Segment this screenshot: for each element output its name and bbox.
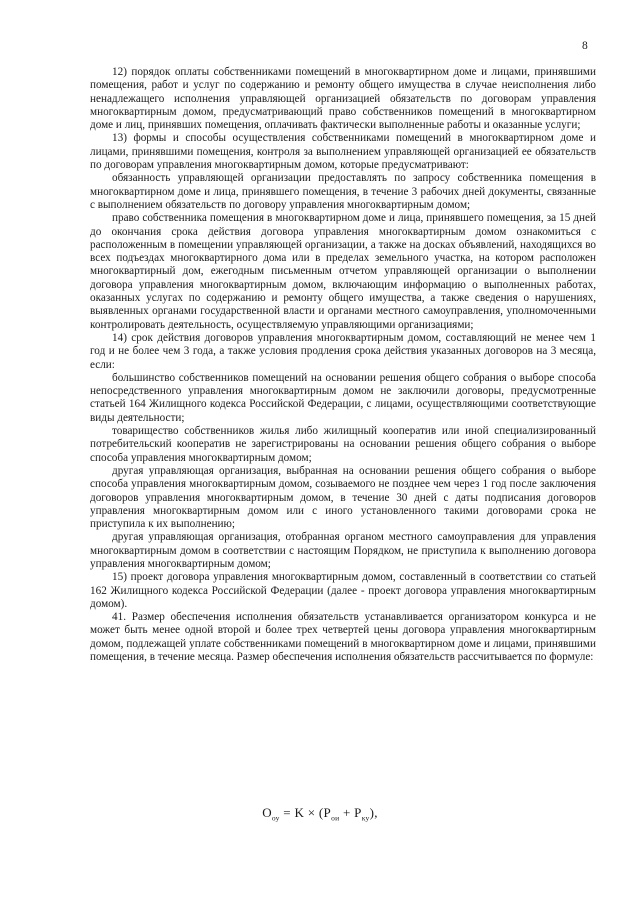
paragraph-majority-owners: большинство собственников помещений на основании решения общего собрания о выборе способа непосредственного управления многоквартирным домом не заключили договоры, предусмотренные статьей 164 Жилищного кодекса Российской Федерации, с лицами, осуществляющими соответствующие виды деятельности;: [90, 371, 596, 424]
formula-plus: + P: [339, 805, 362, 820]
paragraph-other-org-appointed: другая управляющая организация, отобранная органом местного самоуправления для управления многоквартирным домом в соответствии с настоящим Порядком, не приступила к выполнению договора управления многоквартирным домом;: [90, 531, 596, 570]
formula: [0, 805, 640, 823]
formula-lhs: O: [262, 805, 272, 820]
paragraph-clause-41: 41. Размер обеспечения исполнения обязательств устанавливается организатором конкурса и не может быть менее одной второй и более трех четвертей цены договора управления многоквартирным домом, подлежащей уплате собственниками помещений в многоквартирном доме и лицами, принявшими помещения, в течение месяца. Размер обеспечения исполнения обязательств рассчитывается по формуле:: [90, 611, 596, 664]
formula-end: ),: [369, 805, 378, 820]
paragraph-other-org-selected: другая управляющая организация, выбранная на основании решения общего собрания о выборе способа управления многоквартирным домом, созываемого не позднее чем через 1 год после заключения договоров управления многоквартирным домом, в течение 30 дней с даты подписания договоров управления многоквартирным домом или с иного установленного такими договорами срока не приступила к их выполнению;: [90, 464, 596, 531]
formula-lhs-sub: оу: [271, 813, 280, 823]
page-number: 8: [582, 40, 588, 52]
formula-sub-1: ои: [331, 813, 340, 823]
paragraph-obligation-docs: обязанность управляющей организации предоставлять по запросу собственника помещения в многоквартирном доме и лица, принявшего помещения, в течение 3 рабочих дней документы, связанные с выполнением обязательств по договору управления многоквартирным домом;: [90, 172, 596, 211]
paragraph-item-13: 13) формы и способы осуществления собственниками помещений в многоквартирном доме и лицами, принявшими помещения, контроля за выполнением управляющей организацией ее обязательств по договорам управления многоквартирным домом, которые предусматривают:: [90, 132, 596, 172]
paragraph-hoa-coop: товарищество собственников жилья либо жилищный кооператив или иной специализированный потребительский кооператив не зарегистрированы на основании решения общего собрания о выборе способа управления многоквартирным домом;: [90, 425, 596, 464]
formula-sub-2: ку: [361, 813, 370, 823]
document-body: [90, 66, 596, 664]
formula-middle: = K × (P: [279, 805, 332, 820]
paragraph-right-report: право собственника помещения в многоквартирном доме и лица, принявшего помещения, за 15 дней до окончания срока действия договора управления многоквартирным домом ознакомиться с расположенным в помещении управляющей организации, а также на досках объявлений, находящихся во всех подъездах многоквартирного дома или в пределах земельного участка, на котором расположен многоквартирный дом, ежегодным письменным отчетом управляющей организации о выполнении договора управления многоквартирным домом, включающим информацию о выполненных работах, оказанных услугах по содержанию и ремонту общего имущества, а также сведения о нарушениях, выявленных органами государственной власти и органами местного самоуправления, уполномоченными контролировать деятельность, осуществляемую управляющими организациями;: [90, 212, 596, 331]
paragraph-item-12: 12) порядок оплаты собственниками помещений в многоквартирном доме и лицами, принявшими помещения, работ и услуг по содержанию и ремонту общего имущества в случае неисполнения либо ненадлежащего исполнения управляющей организацией обязательств по договорам управления многоквартирным домом, предусматривающий право собственников помещений в многоквартирном доме и лиц, принявших помещения, оплачивать фактически выполненные работы и оказанные услуги;: [90, 66, 596, 132]
paragraph-item-14: 14) срок действия договоров управления многоквартирным домом, составляющий не менее чем 1 год и не более чем 3 года, а также условия продления срока действия указанных договоров на 3 месяца, если:: [90, 331, 596, 371]
paragraph-item-15: 15) проект договора управления многоквартирным домом, составленный в соответствии со статьей 162 Жилищного кодекса Российской Федерации (далее - проект договора управления многоквартирным домом).: [90, 571, 596, 610]
